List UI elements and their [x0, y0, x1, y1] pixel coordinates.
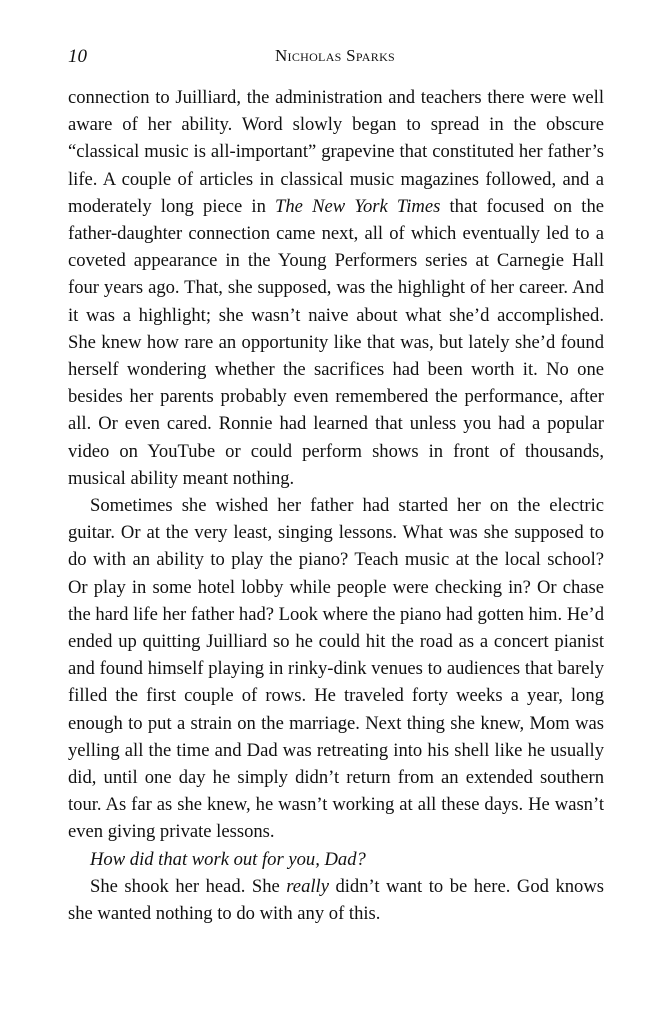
paragraph-4 — [68, 873, 604, 927]
running-head: Nicholas Sparks — [274, 46, 396, 65]
paragraph-3 — [68, 846, 604, 873]
paragraph-4-text-2: didn’t want to be here. God knows she wanted nothing to do with any of this. — [68, 875, 604, 925]
paragraph-4-text-1: She shook her head. She — [90, 875, 287, 897]
paragraph-2: Sometimes she wished her father had started her on the electric guitar. Or at the very least, singing lessons. What was she supposed to do with an ability to play the piano? Teach music at the local school? Or play in some hotel lobby while people were checking in? Or chase the hard life her father had? Look where the piano had gotten him. He’d ended up quitting Juilliard so he could hit the road as a concert pianist and found himself playing in rinky-dink venues to audiences that barely filled the first couple of rows. He traveled forty weeks a year, long enough to put a strain on the marriage. Next thing she knew, Mom was yelling all the time and Dad was retreating into his shell like he usually did, until one day he simply didn’t return from an extended southern tour. As far as she knew, he wasn’t working at all these days. He wasn’t even giving private lessons. — [68, 495, 604, 843]
page-number: 10 — [68, 46, 87, 67]
paragraph-4-italic: really — [286, 875, 329, 897]
paragraph-1-italic: The New York Times — [275, 195, 441, 217]
paragraph-1-text-2: that focused on the father-daughter connection came next, all of which eventually led to a coveted appearance in the Young Performers series at Carnegie Hall four years ago. That, she supposed, was the highlight of her career. And it was a highlight; she wasn’t naive about what she’d accomplished. She knew how rare an opportunity like that was, but lately she’d found herself wondering whether the sacrifices had been worth it. No one besides her parents probably even remembered the performance, after all. Or even cared. Ronnie had learned that unless you had a popular video on YouTube or could perform shows in front of thousands, musical ability meant nothing. — [68, 195, 604, 489]
paragraph-1 — [68, 84, 604, 492]
paragraph-3-italic: How did that work out for you, Dad? — [90, 848, 366, 870]
page-header — [66, 46, 604, 74]
body-text — [68, 84, 604, 927]
paragraph-1-text-1: connection to Juilliard, the administration and teachers there were well aware of her ability. Word slowly began to spread in the obscure “classical music is all-important” grapevine that constituted her father’s life. A couple of articles in classical music magazines followed, and a moderately long piece in — [68, 87, 604, 217]
